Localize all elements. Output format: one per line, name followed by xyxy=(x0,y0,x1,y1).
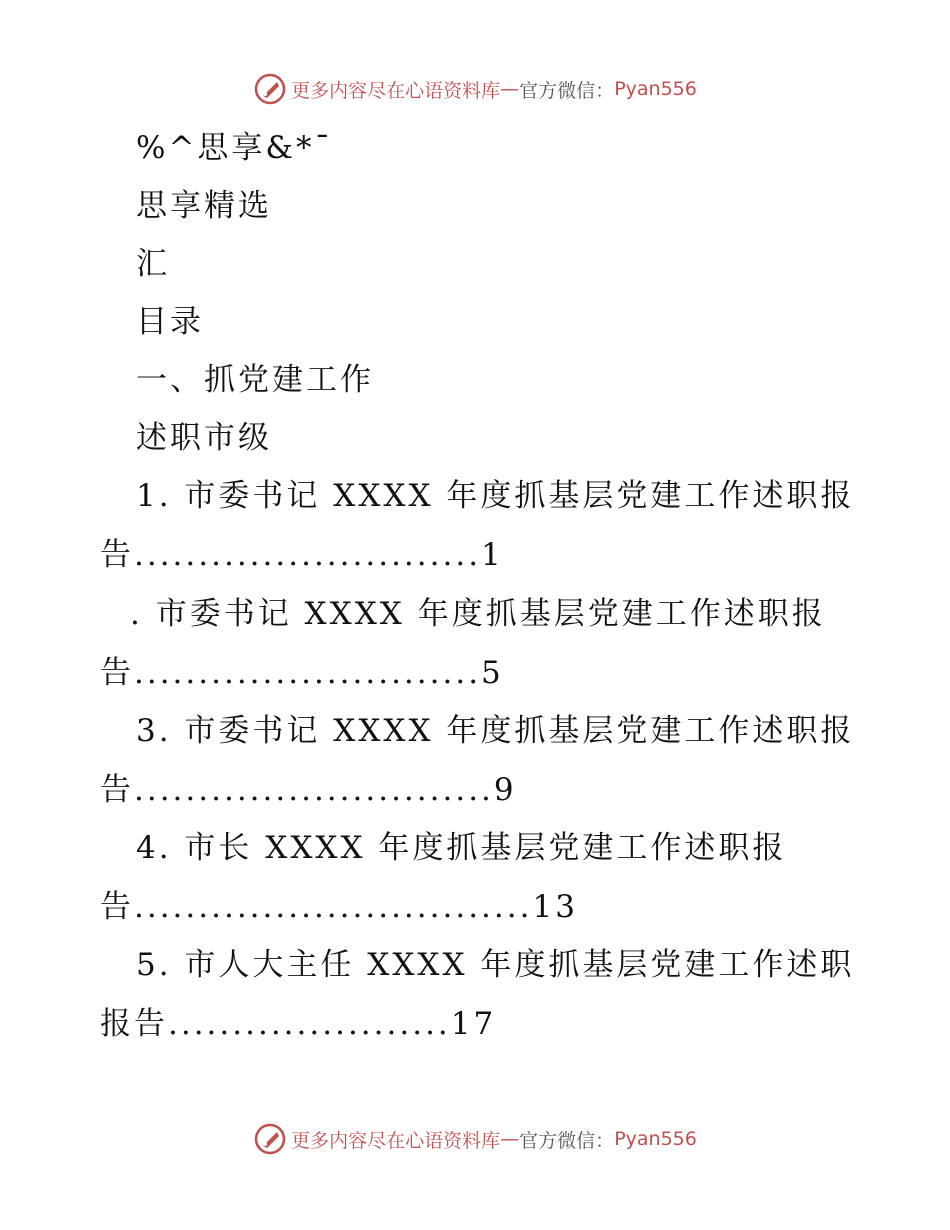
toc-entry-5-leader: 报告......................17 xyxy=(100,1006,497,1042)
doc-line-3: 汇 xyxy=(136,246,170,282)
watermark-bottom xyxy=(0,1122,950,1156)
toc-entry-3-leader: 告............................9 xyxy=(100,772,517,808)
toc-entry-2-leader: 告...........................5 xyxy=(100,655,504,691)
toc-entry-1-leader: 告...........................1 xyxy=(100,537,504,573)
watermark-site: 更多内容尽在心语资料库 xyxy=(291,1129,501,1152)
quill-pen-logo-icon xyxy=(253,72,287,106)
doc-line-1: %^思享&*¯ xyxy=(136,130,334,166)
watermark-top xyxy=(0,72,950,106)
toc-entry-3-title: 3. 市委书记 XXXX 年度抓基层党建工作述职报 xyxy=(136,713,855,749)
watermark-account: Pyan556 xyxy=(614,78,697,100)
toc-heading: 目录 xyxy=(136,304,204,340)
toc-subsection: 述职市级 xyxy=(136,420,272,456)
toc-entry-5-title: 5. 市人大主任 XXXX 年度抓基层党建工作述职 xyxy=(136,947,855,983)
doc-line-2: 思享精选 xyxy=(136,188,272,224)
watermark-dash: — xyxy=(500,1128,520,1150)
toc-entry-4-title: 4. 市长 XXXX 年度抓基层党建工作述职报 xyxy=(136,830,787,866)
watermark-dash: — xyxy=(500,78,520,100)
watermark-account: Pyan556 xyxy=(614,1128,697,1150)
toc-entry-4-leader: 告...............................13 xyxy=(100,889,578,925)
toc-entry-1-title: 1. 市委书记 XXXX 年度抓基层党建工作述职报 xyxy=(136,478,855,514)
watermark-wechat-label: 官方微信： xyxy=(519,1129,615,1152)
watermark-site: 更多内容尽在心语资料库 xyxy=(291,79,501,102)
quill-pen-logo-icon xyxy=(253,1122,287,1156)
toc-section-1: 一、抓党建工作 xyxy=(136,362,374,398)
toc-entry-2-title: . 市委书记 XXXX 年度抓基层党建工作述职报 xyxy=(130,596,826,632)
watermark-wechat-label: 官方微信： xyxy=(519,79,615,102)
